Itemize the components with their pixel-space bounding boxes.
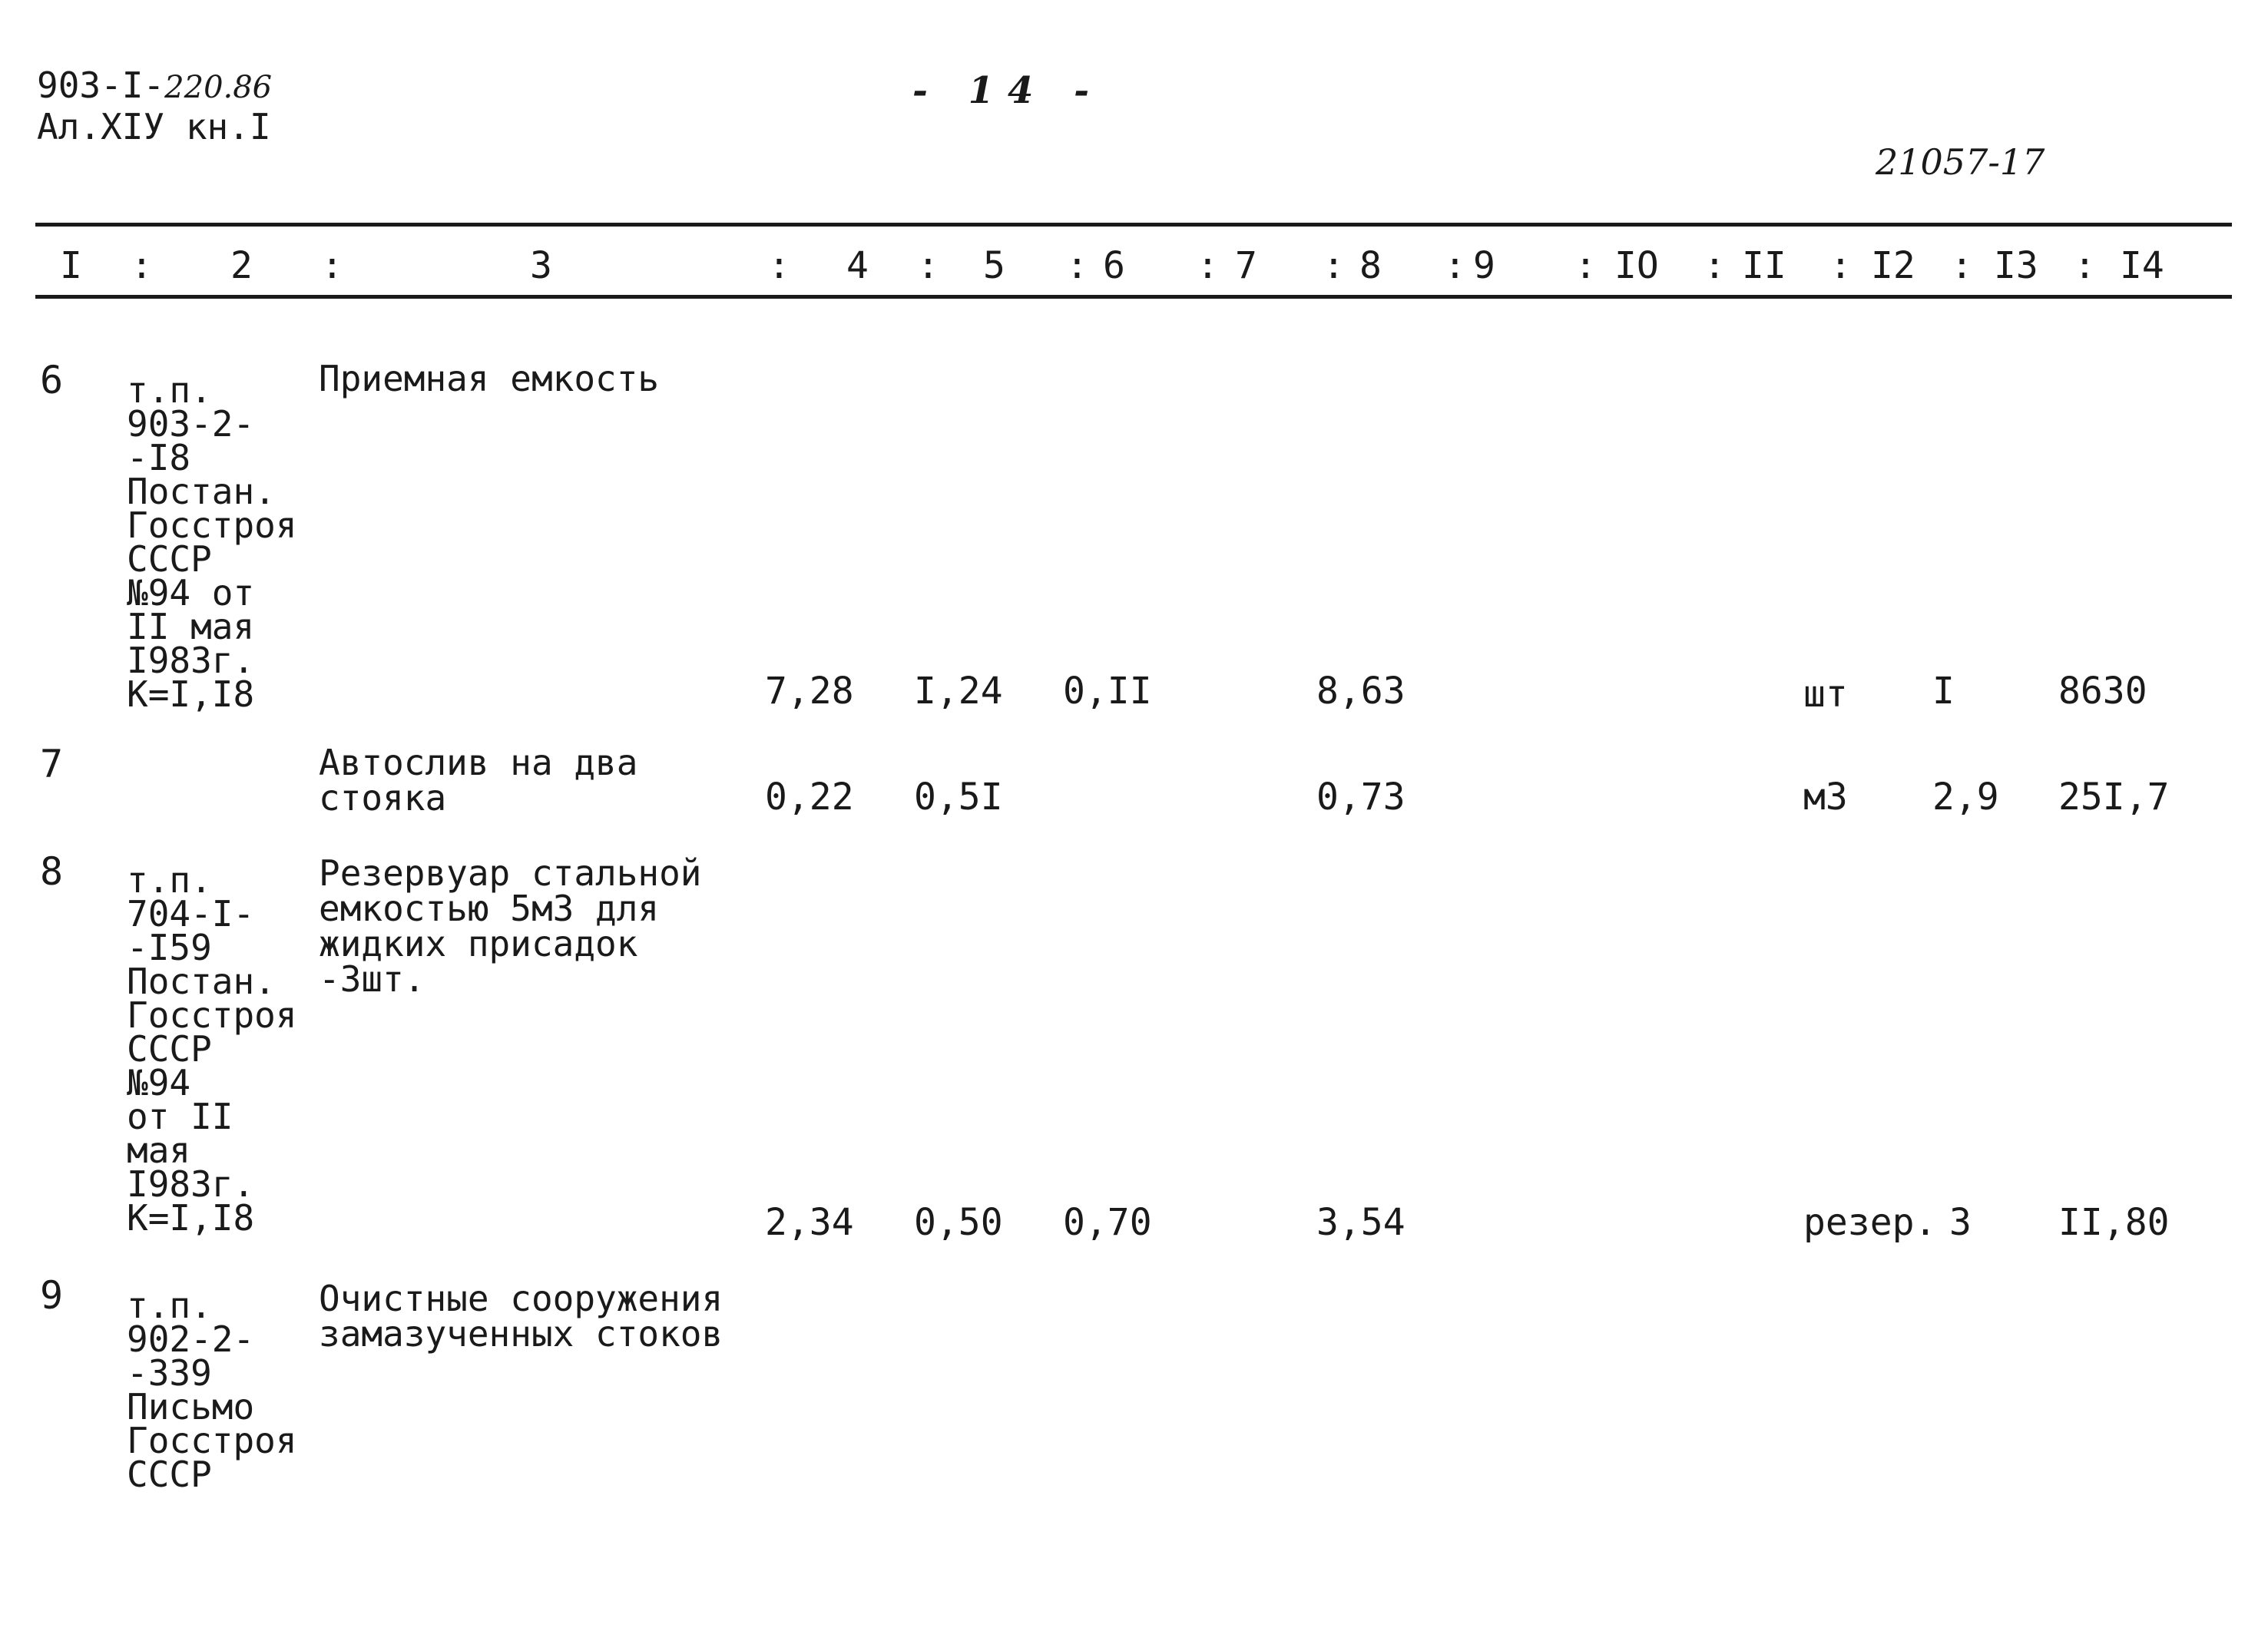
- doc-code-handwritten: 220.86: [164, 70, 273, 105]
- item-description: Очистные сооружения замазученных стоков: [319, 1278, 723, 1355]
- col-header-3: 3: [530, 244, 552, 287]
- row-number: 6: [40, 358, 64, 402]
- item-description: Резервуар стальной емкостью 5м3 для жидких присадок -3шт.: [319, 852, 702, 1000]
- item-description: Автослив на два стояка: [319, 742, 638, 819]
- project-reference: т.п. 903-2- -I8 Постан. Госстроя СССР №94 от II мая I983г. К=I,I8: [127, 369, 297, 715]
- col-separator: :: [917, 244, 939, 287]
- col-header-6: 6: [1103, 244, 1125, 287]
- col-separator: :: [1444, 244, 1466, 287]
- col-header-14: I4: [2120, 244, 2164, 287]
- inventory-number: 21057-17: [1876, 141, 2045, 183]
- cell-col-8: 0,73: [1316, 776, 1405, 819]
- cell-col-12: резер.: [1803, 1201, 1937, 1244]
- row-number: 8: [40, 849, 64, 894]
- col-separator: :: [768, 244, 790, 287]
- header-top-rule: [35, 223, 2232, 227]
- item-description: Приемная емкость: [319, 358, 660, 399]
- header-bottom-rule: [35, 295, 2232, 299]
- col-header-10: IO: [1614, 244, 1659, 287]
- cell-col-4: 2,34: [765, 1201, 854, 1244]
- col-header-2: 2: [230, 244, 253, 287]
- cell-col-14: 8630: [2058, 670, 2147, 713]
- col-separator: :: [131, 244, 153, 287]
- cell-col-5: I,24: [914, 670, 1003, 713]
- col-separator: :: [1951, 244, 1973, 287]
- cell-col-13: 3: [1949, 1201, 1972, 1244]
- page-number: - 14 -: [912, 69, 1104, 112]
- col-header-8: 8: [1359, 244, 1382, 287]
- cell-col-6: 0,II: [1063, 670, 1152, 713]
- col-header-5: 5: [983, 244, 1005, 287]
- col-header-11: II: [1742, 244, 1786, 287]
- cell-col-5: 0,50: [914, 1201, 1003, 1244]
- cell-col-6: 0,70: [1063, 1201, 1152, 1244]
- cell-col-13: 2,9: [1932, 776, 1999, 819]
- col-header-13: I3: [1994, 244, 2038, 287]
- col-header-1: I: [60, 244, 82, 287]
- cell-col-12: м3: [1803, 776, 1848, 819]
- cell-col-14: 25I,7: [2058, 776, 2170, 819]
- col-header-9: 9: [1473, 244, 1495, 287]
- doc-code: [37, 65, 273, 106]
- cell-col-8: 8,63: [1316, 670, 1405, 713]
- cell-col-4: 0,22: [765, 776, 854, 819]
- col-separator: :: [1197, 244, 1219, 287]
- col-separator: :: [2074, 244, 2096, 287]
- col-separator: :: [1323, 244, 1345, 287]
- col-separator: :: [321, 244, 343, 287]
- col-header-12: I2: [1871, 244, 1915, 287]
- doc-code-prefix: 903-I-: [37, 65, 165, 106]
- project-reference: т.п. 902-2- -339 Письмо Госстроя СССР: [127, 1285, 297, 1495]
- cell-col-4: 7,28: [765, 670, 854, 713]
- cell-col-13: I: [1932, 670, 1955, 713]
- col-separator: :: [1829, 244, 1852, 287]
- col-header-7: 7: [1235, 244, 1257, 287]
- cell-col-12: шт: [1803, 673, 1848, 716]
- col-separator: :: [1703, 244, 1726, 287]
- cell-col-14: II,80: [2058, 1201, 2170, 1244]
- project-reference: т.п. 704-I- -I59 Постан. Госстроя СССР №94 от II мая I983г. К=I,I8: [127, 859, 297, 1239]
- row-number: 9: [40, 1273, 64, 1318]
- cell-col-8: 3,54: [1316, 1201, 1405, 1244]
- col-separator: :: [1574, 244, 1597, 287]
- album-line: Ал.XIУ кн.I: [37, 106, 271, 147]
- cell-col-5: 0,5I: [914, 776, 1003, 819]
- row-number: 7: [40, 742, 64, 786]
- col-header-4: 4: [846, 244, 869, 287]
- col-separator: :: [1066, 244, 1088, 287]
